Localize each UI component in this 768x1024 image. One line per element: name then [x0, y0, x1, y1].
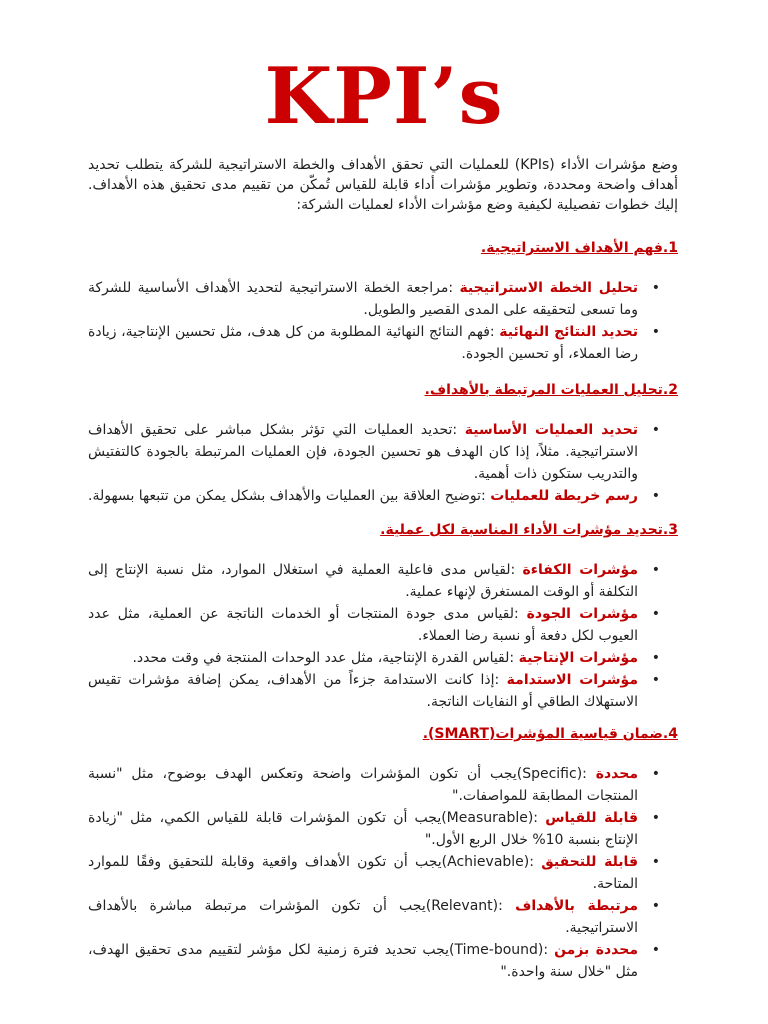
bullet-list — [88, 419, 678, 507]
item-text: :تحديد العمليات التي تؤثر بشكل مباشر على تحقيق الأهداف الاستراتيجية. مثلاً، إذا كان الهدف هو تحسين الجودة، فإن العمليات المرتبطة بالجودة كالتفتيش والتدريب ستكون ذات أهمية. — [88, 422, 638, 482]
section-heading: 3.تحديد مؤشرات الأداء المناسبة لكل عملية. — [380, 522, 678, 538]
list-item — [88, 485, 678, 507]
term-label: مؤشرات الجودة — [526, 606, 638, 622]
bullet-icon: • — [651, 488, 660, 504]
bullet-icon: • — [651, 606, 660, 622]
list-item — [88, 277, 678, 321]
list-item — [88, 807, 678, 851]
section-smart — [88, 723, 678, 983]
page-title: KPI’s — [264, 51, 504, 142]
item-text: :لقياس مدى فاعلية العملية في استغلال الموارد، مثل نسبة الإنتاج إلى التكلفة أو الوقت المستغرق لإنهاء عملية. — [88, 562, 638, 600]
bullet-icon: • — [651, 898, 660, 914]
bullet-list — [88, 277, 678, 365]
list-item — [88, 763, 678, 807]
list-item — [88, 321, 678, 365]
term-label: قابلة للتحقيق — [541, 854, 638, 870]
item-text: :لقياس مدى جودة المنتجات أو الخدمات الناتجة عن العملية، مثل عدد العيوب لكل دفعة أو نسبة رضا العملاء. — [88, 606, 638, 644]
term-label: محددة — [595, 766, 638, 782]
item-text: :لقياس القدرة الإنتاجية، مثل عدد الوحدات المنتجة في وقت محدد. — [132, 650, 519, 666]
section-define-kpis — [88, 519, 678, 713]
term-label: رسم خريطة للعمليات — [490, 488, 638, 504]
section-heading: 4.ضمان قياسية المؤشرات(SMART). — [422, 726, 678, 742]
item-text: :توضيح العلاقة بين العمليات والأهداف بشكل يمكن من تتبعها بسهولة. — [88, 488, 491, 504]
item-text: :(Achievable)يجب أن تكون الأهداف واقعية وقابلة للتحقيق وفقًا للموارد المتاحة. — [88, 854, 638, 892]
item-text: :(Relevant)يجب أن تكون المؤشرات مرتبطة مباشرة بالأهداف الاستراتيجية. — [88, 898, 638, 936]
item-text: :(Specific)يجب أن تكون المؤشرات واضحة وتعكس الهدف بوضوح، مثل "نسبة المنتجات المطابقة للمواصفات." — [88, 766, 638, 804]
bullet-icon: • — [651, 650, 660, 666]
bullet-icon: • — [651, 324, 660, 340]
item-text: :فهم النتائج النهائية المطلوبة من كل هدف، مثل تحسين الإنتاجية، زيادة رضا العملاء، أو تحسين الجودة. — [88, 324, 638, 362]
term-label: تحديد النتائج النهائية — [499, 324, 638, 340]
list-item — [88, 895, 678, 939]
bullet-icon: • — [651, 942, 660, 958]
item-text: :مراجعة الخطة الاستراتيجية لتحديد الأهداف الأساسية للشركة وما تسعى لتحقيقه على المدى القصير والطويل. — [88, 280, 638, 318]
intro-paragraph: وضع مؤشرات الأداء (KPIs) للعمليات التي تحقق الأهداف والخطة الاستراتيجية للشركة يتطلب تحديد أهداف واضحة ومحددة، وتطوير مؤشرات أداء قابلة للقياس تُمكّن من تقييم مدى تحقيق هذه الأهداف. إليك خطوات تفصيلية لكيفية وضع مؤشرات الأداء لعمليات الشركة: — [88, 157, 678, 213]
term-label: تحليل الخطة الاستراتيجية — [459, 280, 639, 296]
term-label: محددة بزمن — [554, 942, 638, 958]
section-understand-goals — [88, 237, 678, 365]
list-item — [88, 647, 678, 669]
bullet-icon: • — [651, 562, 660, 578]
term-label: مؤشرات الاستدامة — [506, 672, 638, 688]
list-item — [88, 669, 678, 713]
item-text: :(Measurable)يجب أن تكون المؤشرات قابلة للقياس الكمي، مثل "زيادة الإنتاج بنسبة 10% خلال الربع الأول." — [88, 810, 638, 848]
section-analyze-processes — [88, 379, 678, 507]
item-text: :(Time-bound)يجب تحديد فترة زمنية لكل مؤشر لتقييم مدى تحقيق الهدف، مثل "خلال سنة واحدة." — [88, 942, 638, 980]
term-label: مرتبطة بالأهداف — [515, 898, 638, 914]
term-label: مؤشرات الإنتاجية — [518, 650, 638, 666]
bullet-list — [88, 559, 678, 713]
list-item — [88, 419, 678, 485]
list-item — [88, 559, 678, 603]
bullet-icon: • — [651, 422, 660, 438]
list-item — [88, 603, 678, 647]
term-label: مؤشرات الكفاءة — [522, 562, 638, 578]
section-heading: 1.فهم الأهداف الاستراتيجية. — [480, 240, 678, 256]
list-item — [88, 851, 678, 895]
bullet-icon: • — [651, 766, 660, 782]
bullet-list — [88, 763, 678, 983]
term-label: قابلة للقياس — [545, 810, 638, 826]
section-heading: 2.تحليل العمليات المرتبطة بالأهداف. — [424, 382, 678, 398]
list-item — [88, 939, 678, 983]
bullet-icon: • — [651, 280, 660, 296]
bullet-icon: • — [651, 854, 660, 870]
term-label: تحديد العمليات الأساسية — [464, 422, 638, 438]
bullet-icon: • — [651, 672, 660, 688]
item-text: :إذا كانت الاستدامة جزءاً من الأهداف، يمكن إضافة مؤشرات تقيس الاستهلاك الطاقي أو النفايات الناتجة. — [88, 672, 638, 710]
bullet-icon: • — [651, 810, 660, 826]
